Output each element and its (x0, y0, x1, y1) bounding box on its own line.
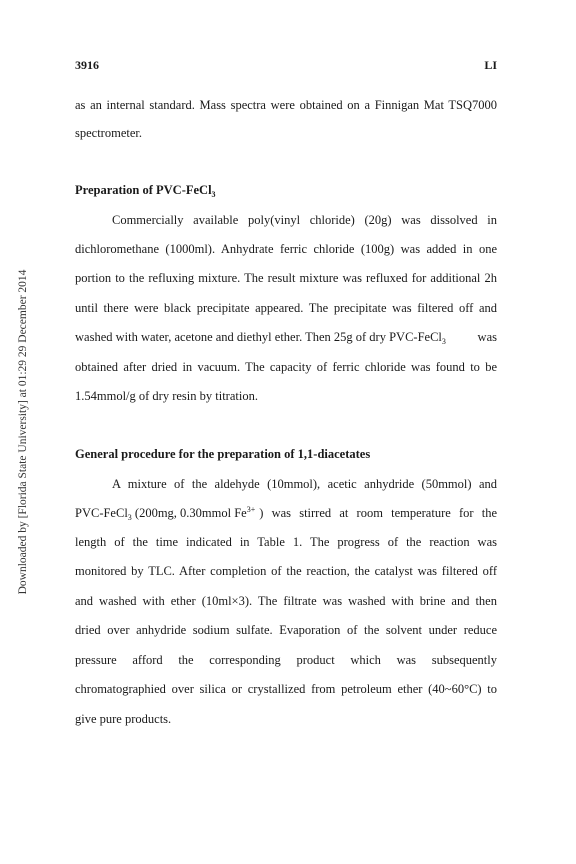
sec1-line-7: 1.54mmol/g of dry resin by titration. (75, 389, 258, 403)
sec2-line-7: pressure afford the corresponding product which was subsequently (75, 653, 497, 667)
sec2-line-6: dried over anhydride sodium sulfate. Evaporation of the solvent under reduce (75, 623, 497, 637)
sec1-line-5-text (75, 329, 446, 345)
sec1-line-6: obtained after dried in vacuum. The capacity of ferric chloride was found to be (75, 360, 497, 374)
sec2-line-2-pre: PVC-FeCl (75, 506, 128, 520)
heading-subscript: 3 (211, 190, 216, 199)
sec2-line-2-subscript: 3 (127, 513, 132, 522)
sec2-line-8: chromatographied over silica or crystallized from petroleum ether (40~60°C) to (75, 682, 497, 696)
sec2-line-3: length of the time indicated in Table 1. The progress of the reaction was (75, 535, 497, 549)
sec2-line-2 (75, 505, 497, 521)
sec1-line-5-subscript: 3 (441, 337, 446, 346)
download-watermark: Downloaded by [Florida State University] at 01:29 29 December 2014 (17, 269, 29, 595)
sec1-line-2: dichloromethane (1000ml). Anhydrate ferric chloride (100g) was added in one (75, 242, 497, 256)
sec2-line-4: monitored by TLC. After completion of the reaction, the catalyst was filtered off (75, 564, 497, 578)
sec2-line-2-post: ) was stirred at room temperature for the (259, 506, 497, 520)
section-heading-general-procedure: General procedure for the preparation of 1,1-diacetates (75, 447, 371, 461)
intro-line-2: spectrometer. (75, 126, 142, 140)
sec1-line-5-pre: washed with water, acetone and diethyl ether. Then 25g of dry PVC-FeCl (75, 330, 442, 344)
sec2-line-2-formula (75, 505, 255, 521)
running-head (75, 58, 497, 74)
sec2-line-5: and washed with ether (10ml×3). The filtrate was washed with brine and then (75, 594, 497, 608)
sec2-line-1: A mixture of the aldehyde (10mmol), acetic anhydride (50mmol) and (112, 477, 497, 491)
sec1-line-5-post: was (477, 330, 497, 344)
running-head-author: LI (484, 58, 497, 72)
sec1-line-3: portion to the refluxing mixture. The result mixture was refluxed for additional 2h (75, 271, 497, 285)
sec1-line-1: Commercially available poly(vinyl chloride) (20g) was dissolved in (112, 213, 497, 227)
sec2-line-9: give pure products. (75, 712, 172, 726)
sec2-line-2-superscript: 3+ (246, 505, 256, 514)
sec1-line-5 (75, 329, 497, 345)
intro-line-1: as an internal standard. Mass spectra were obtained on a Finnigan Mat TSQ7000 (75, 98, 497, 112)
heading-text: Preparation of PVC-FeCl (75, 183, 212, 197)
sec1-line-4: until there were black precipitate appeared. The precipitate was filtered off and (75, 301, 497, 315)
sec2-line-2-mid: (200mg, 0.30mmol Fe (131, 506, 247, 520)
section-heading-preparation (75, 182, 497, 198)
page-number: 3916 (75, 58, 99, 72)
